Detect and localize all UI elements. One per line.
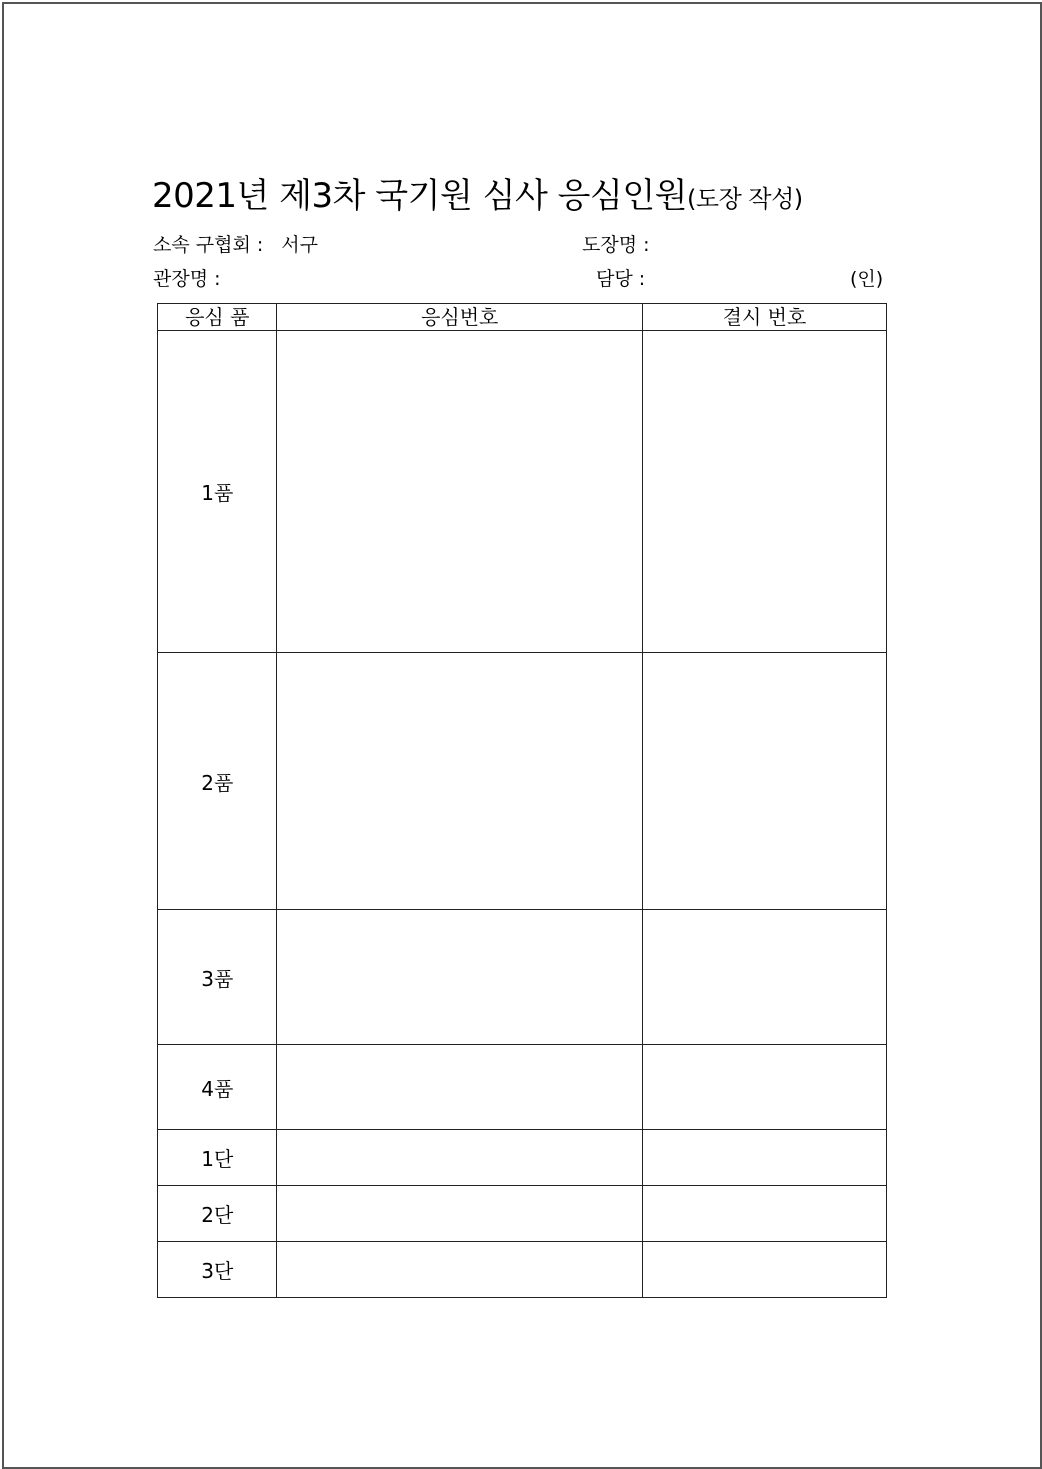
- absent-numbers-cell[interactable]: [642, 331, 886, 653]
- manager-label: 담당: [596, 268, 633, 290]
- exam-numbers-cell[interactable]: [277, 910, 643, 1045]
- table-row: [158, 653, 887, 910]
- gym-field: [582, 230, 655, 257]
- absent-numbers-cell[interactable]: [642, 1130, 886, 1186]
- gym-label: 도장명: [582, 234, 638, 256]
- org-separator: :: [256, 234, 264, 256]
- rank-cell: 4품: [158, 1045, 277, 1130]
- director-separator: :: [214, 268, 221, 290]
- manager-field: [596, 264, 651, 291]
- org-field: [153, 230, 318, 257]
- title-sub: (도장 작성): [687, 185, 803, 213]
- table-row: [158, 1045, 887, 1130]
- rank-cell: 2품: [158, 653, 277, 910]
- exam-numbers-cell[interactable]: [277, 331, 643, 653]
- director-label: 관장명: [153, 268, 209, 290]
- absent-numbers-cell[interactable]: [642, 910, 886, 1045]
- table-row: [158, 1186, 887, 1242]
- table-row: [158, 910, 887, 1045]
- gym-separator: :: [643, 234, 650, 256]
- table-row: [158, 1242, 887, 1298]
- rank-cell: 3단: [158, 1242, 277, 1298]
- exam-numbers-cell[interactable]: [277, 653, 643, 910]
- rank-cell: 1품: [158, 331, 277, 653]
- header-rank: 응심 품: [158, 304, 277, 331]
- org-value: 서구: [281, 234, 318, 256]
- absent-numbers-cell[interactable]: [642, 1045, 886, 1130]
- exam-numbers-cell[interactable]: [277, 1186, 643, 1242]
- header-exam-numbers: 응심번호: [277, 304, 643, 331]
- seal-mark: (인): [850, 268, 884, 290]
- absent-numbers-cell[interactable]: [642, 1242, 886, 1298]
- exam-numbers-cell[interactable]: [277, 1242, 643, 1298]
- org-label: 소속 구협회: [153, 234, 251, 256]
- director-field: [153, 264, 226, 291]
- table-header-row: [158, 304, 887, 331]
- title-main: 2021년 제3차 국기원 심사 응심인원: [152, 176, 688, 216]
- rank-cell: 2단: [158, 1186, 277, 1242]
- exam-numbers-cell[interactable]: [277, 1045, 643, 1130]
- rank-cell: 1단: [158, 1130, 277, 1186]
- exam-numbers-cell[interactable]: [277, 1130, 643, 1186]
- absent-numbers-cell[interactable]: [642, 1186, 886, 1242]
- manager-separator: :: [638, 268, 646, 290]
- document-title: [152, 168, 803, 217]
- rank-cell: 3품: [158, 910, 277, 1045]
- table-row: [158, 1130, 887, 1186]
- table-row: [158, 331, 887, 653]
- header-absent-numbers: 결시 번호: [642, 304, 886, 331]
- absent-numbers-cell[interactable]: [642, 653, 886, 910]
- roster-table: [157, 303, 887, 1298]
